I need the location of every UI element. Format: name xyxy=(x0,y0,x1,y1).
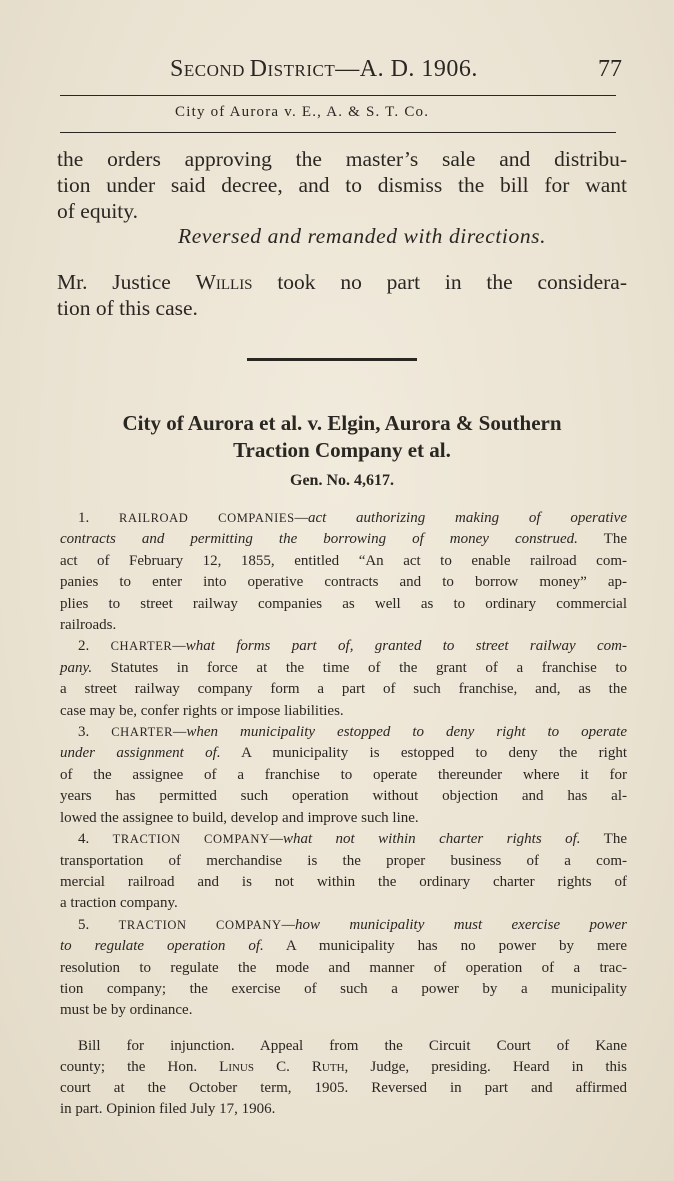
syllabus xyxy=(60,508,627,1022)
case-title-line: City of Aurora et al. v. Elgin, Aurora & Southern xyxy=(122,411,562,435)
header-rule-top xyxy=(60,95,616,96)
syllabus-line: a traction company. xyxy=(60,895,178,912)
syllabus-line: resolution to regulate the mode and manner of operation of a trac- xyxy=(60,959,627,976)
syllabus-line: plies to street railway companies as well as to ordinary commercial xyxy=(60,595,627,612)
syllabus-point-5: 5. TRACTION COMPANY—how municipality must exercise power xyxy=(78,916,628,933)
syllabus-line: of the assignee of a franchise to operate thereunder where it for xyxy=(60,766,627,783)
syllabus-line: mercial railroad and is not within the ordinary charter rights of xyxy=(60,873,627,890)
running-head-initial-2: D xyxy=(249,56,268,82)
syllabus-line: must be by ordinance. xyxy=(60,1002,193,1019)
syllabus-line: years has permitted such operation without objection and has al- xyxy=(60,788,627,805)
syllabus-point-1: 1. RAILROAD COMPANIES—act authorizing making of operative xyxy=(78,510,627,526)
opinion-line: of equity. xyxy=(57,199,139,223)
syllabus-line: a street railway company form a part of such franchise, and, as the xyxy=(60,681,627,698)
running-head xyxy=(170,56,478,83)
syllabus-line: lowed the assignee to build, develop and improve such line. xyxy=(60,809,419,826)
statement-line: in part. Opinion filed July 17, 1906. xyxy=(60,1101,276,1117)
running-head-word-2: ISTRICT xyxy=(267,61,336,80)
running-head-word-1: ECOND xyxy=(183,61,250,80)
judge-name: Linus C. Ruth xyxy=(219,1059,345,1075)
section-divider xyxy=(247,358,417,361)
case-title xyxy=(57,410,627,464)
general-number: Gen. No. 4,617. xyxy=(290,472,394,489)
statement-line: Bill for injunction. Appeal from the Circuit Court of Kane xyxy=(78,1038,627,1054)
case-title-line: Traction Company et al. xyxy=(233,438,451,462)
statement-line: court at the October term, 1905. Reversed in part and affirmed xyxy=(60,1080,627,1096)
syllabus-line: railroads. xyxy=(60,617,117,634)
page-number: 77 xyxy=(598,56,622,82)
justice-note xyxy=(57,269,627,321)
opinion-line: the orders approving the master’s sale and distribu- xyxy=(57,147,627,171)
case-subhead: City of Aurora v. E., A. & S. T. Co. xyxy=(175,104,430,120)
note-line: Mr. Justice Willis took no part in the considera- xyxy=(57,270,627,294)
syllabus-line: contracts and permitting the borrowing of money construed. The xyxy=(60,531,627,548)
statement-line: county; the Hon. Linus C. Ruth, Judge, presiding. Heard in this xyxy=(60,1059,627,1075)
syllabus-line: transportation of merchandise is the proper business of a com- xyxy=(60,852,627,869)
syllabus-line: pany. Statutes in force at the time of the grant of a franchise to xyxy=(60,659,627,676)
disposition: Reversed and remanded with directions. xyxy=(178,224,547,248)
running-head-initial-1: S xyxy=(170,56,184,82)
syllabus-line: tion company; the exercise of such a power by a municipality xyxy=(60,980,627,997)
running-head-date: —A. D. 1906. xyxy=(335,56,478,82)
header-rule-bottom xyxy=(60,132,616,133)
opinion-line: tion under said decree, and to dismiss the bill for want xyxy=(57,173,627,197)
syllabus-point-2: 2. CHARTER—what forms part of, granted to street railway com- xyxy=(78,638,627,655)
opinion-conclusion xyxy=(57,146,627,224)
justice-name: Willis xyxy=(195,270,253,294)
syllabus-line: act of February 12, 1855, entitled “An act to enable railroad com- xyxy=(60,552,627,569)
syllabus-line: to regulate operation of. A municipality has no power by mere xyxy=(60,938,627,955)
syllabus-point-4: 4. TRACTION COMPANY—what not within charter rights of. The xyxy=(78,831,627,848)
syllabus-line: case may be, confer rights or impose liabilities. xyxy=(60,702,344,719)
syllabus-line: panies to enter into operative contracts and to borrow money” ap- xyxy=(60,574,627,591)
note-line: tion of this case. xyxy=(57,296,198,320)
syllabus-line: under assignment of. A municipality is estopped to deny the right xyxy=(60,745,627,762)
syllabus-point-3: 3. CHARTER—when municipality estopped to deny right to operate xyxy=(78,724,627,741)
case-statement xyxy=(60,1036,627,1120)
